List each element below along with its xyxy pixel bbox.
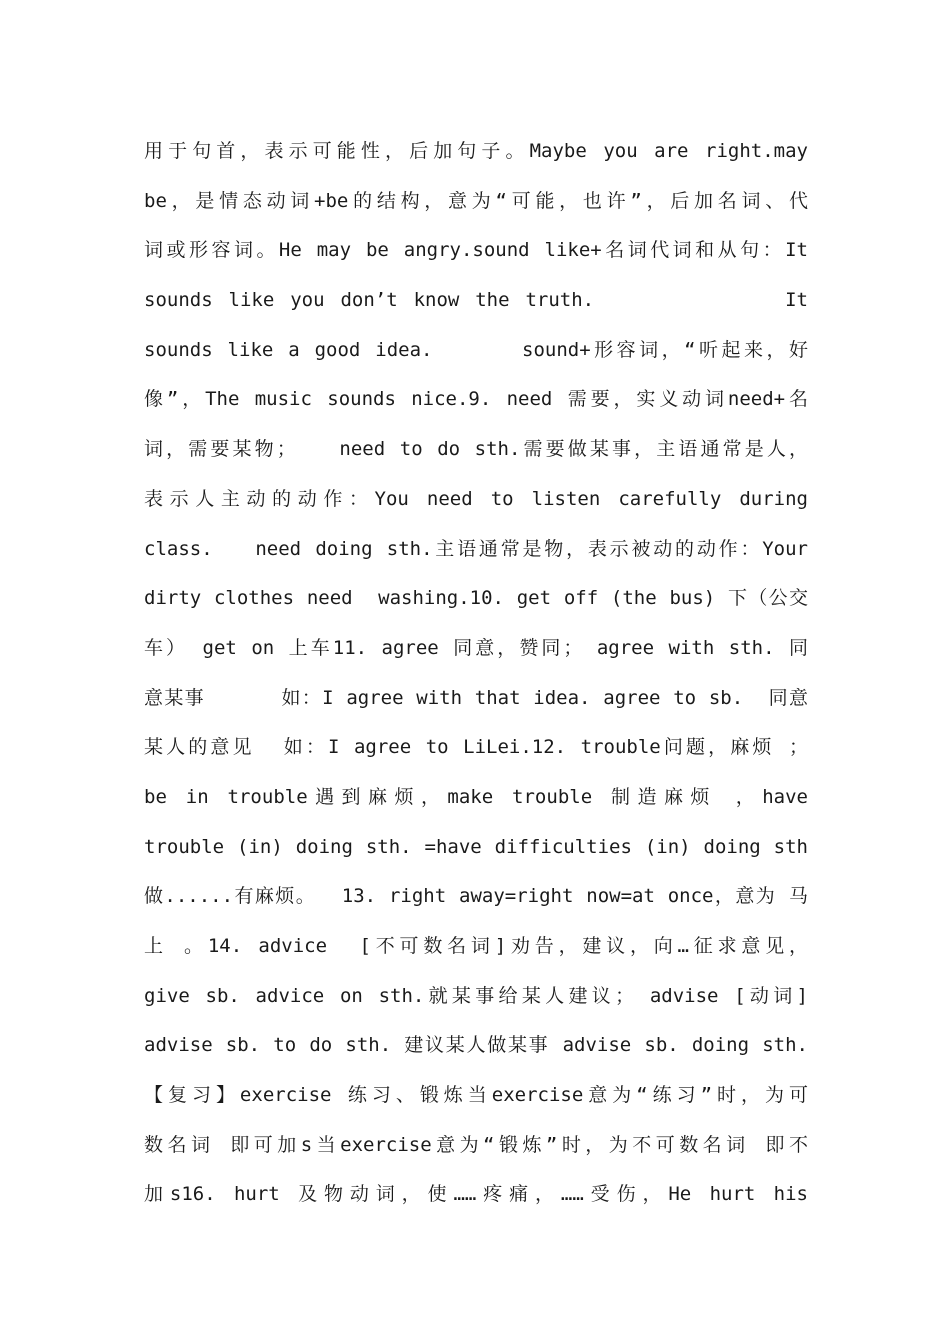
text-line: 词，需要某物； need to do sth.需要做某事，主语通常是人， [144,438,808,461]
text-line: 某人的意见 如：I agree to LiLei.12. trouble问题，麻烦 ； [144,736,808,759]
text-line: 像”，The music sounds nice.9. need 需要，实义动词need+名 [144,388,808,411]
text-line: 表示人主动的动作：You need to listen carefully during [144,487,808,510]
text-line: 词或形容词。He may be angry.sound like+名词代词和从句：It [144,239,808,262]
text-line: advise sb. to do sth. 建议某人做某事 advise sb. doing sth. [144,1034,808,1057]
text-line: sounds like you don’t know the truth. It [144,289,808,312]
text-line: be in trouble遇到麻烦，make trouble 制造麻烦 ，have [144,785,808,808]
text-line: 车） get on 上车11. agree 同意，赞同； agree with sth. 同 [144,636,808,659]
text-line: 加s16. hurt 及物动词，使……疼痛，……受伤，He hurt his [144,1183,808,1206]
text-line: 上 。14. advice [不可数名词]劝告，建议，向…征求意见， [144,935,808,957]
text-line: dirty clothes need washing.10. get off (the bus) 下（公交 [144,587,808,610]
text-line: 做......有麻烦。 13. right away=right now=at once，意为 马 [144,885,808,908]
text-line: be，是情态动词+be的结构，意为“可能，也许”，后加名词、代 [144,189,808,212]
body-text [144,127,808,1220]
text-line: 【复习】exercise 练习、锻炼当exercise意为“练习”时，为可 [144,1084,808,1107]
text-line: sounds like a good idea. sound+形容词，“听起来，好 [144,338,808,361]
text-line: 数名词 即可加s当exercise意为“锻炼”时，为不可数名词 即不 [144,1133,808,1156]
text-line: 用于句首，表示可能性，后加句子。Maybe you are right.may [144,140,808,162]
text-line: class. need doing sth.主语通常是物，表示被动的动作：Your [144,537,808,560]
text-line: trouble (in) doing sth. =have difficulties (in) doing sth [144,835,808,858]
text-line: give sb. advice on sth.就某事给某人建议； advise [动词] [144,984,808,1007]
text-line: 意某事 如：I agree with that idea. agree to sb. 同意 [144,686,808,709]
